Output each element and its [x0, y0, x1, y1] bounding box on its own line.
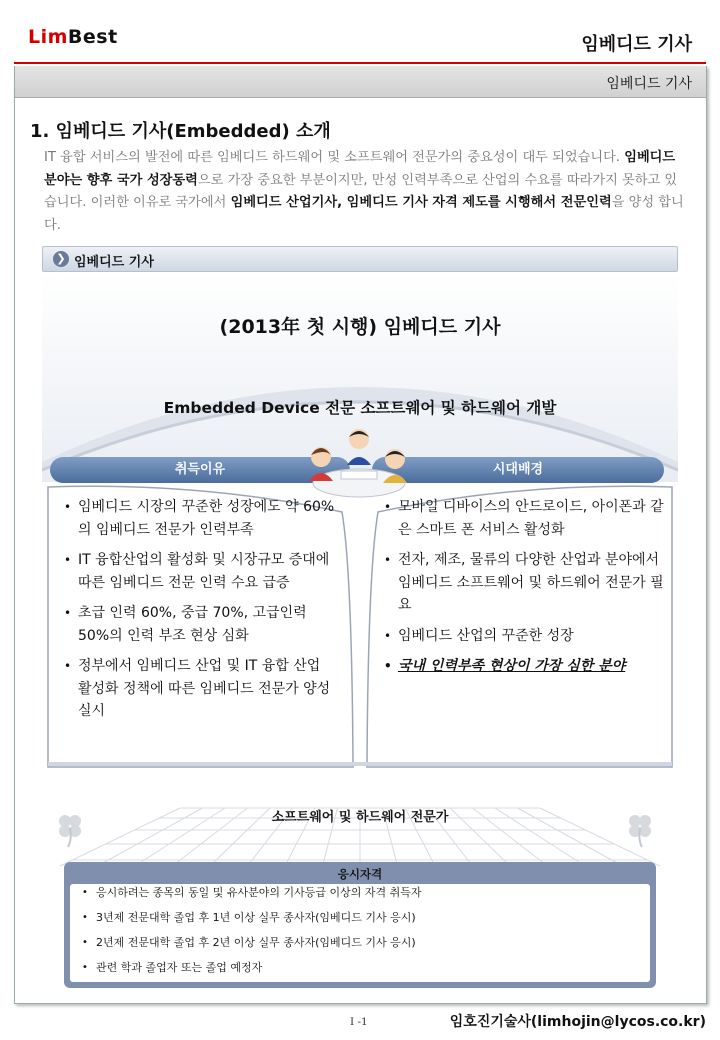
- list-item: • 3년제 전문대학 졸업 후 1년 이상 실무 종사자(임베디드 기사 응시): [82, 911, 650, 924]
- header-divider: [14, 62, 706, 64]
- pill-acquisition-reason: 취득이유: [50, 457, 350, 483]
- chevron-right-icon: ❯: [53, 251, 69, 267]
- qualification-title: 응시자격: [337, 867, 383, 881]
- logo: [28, 26, 118, 48]
- header-title: 임베디드 기사: [581, 34, 692, 55]
- subsection-label: 임베디드 기사: [74, 255, 154, 270]
- list-item: • 임베디드 시장의 꾸준한 성장에도 약 60%의 임베디드 전문가 인력부족: [62, 496, 338, 541]
- intro-text-1: IT 융합 서비스의 발전에 따른 임베디드 하드웨어 및 소프트웨어 전문가의 중요성이 대두 되었습니다.: [44, 150, 625, 165]
- intro-text-2: 으로 가장 중요한 부분이지만, 만성 인력부족으로 산업의 수요를 따라가지 못하고 있습니다. 이러한 이유로 국가에서: [44, 172, 678, 210]
- qualification-box: [64, 862, 656, 988]
- background-list: [382, 496, 666, 686]
- list-item: • 정부에서 임베디드 산업 및 IT 융합 산업 활성화 정책에 따른 임베디드 전문가 양성 실시: [62, 655, 338, 723]
- section-title: 1. 임베디드 기사(Embedded) 소개: [30, 121, 331, 142]
- intro-emphasis-2: 임베디드 산업기사, 임베디드 기사 자격 제도를 시행해서 전문인력: [230, 195, 612, 210]
- page-number: I -1: [350, 1016, 368, 1028]
- frame-bar: [15, 66, 706, 98]
- subsection-bar: [42, 246, 678, 272]
- list-item: • 초급 인력 60%, 중급 70%, 고급인력 50%의 인력 부조 현상 심화: [62, 602, 338, 647]
- list-item: • 응시하려는 종목의 동일 및 유사분야의 기사등급 이상의 자격 취득자: [82, 886, 650, 899]
- list-item: • 관련 학과 졸업자 또는 졸업 예정자: [82, 961, 650, 974]
- list-item: • 임베디드 산업의 꾸준한 성장: [382, 625, 666, 648]
- intro-emphasis-1: 임베디드 분야는 향후 국가 성장동력: [44, 150, 676, 188]
- diagram-subtitle: Embedded Device 전문 소프트웨어 및 하드웨어 개발: [163, 399, 557, 417]
- clover-icon: [626, 812, 654, 848]
- qualification-panel: [70, 884, 650, 982]
- qualification-list: [70, 884, 650, 974]
- list-item-emphasis: • 국내 인력부족 현상이 가장 심한 분야: [382, 655, 666, 678]
- logo-dark-text: Best: [67, 26, 118, 48]
- logo-red-text: Lim: [28, 26, 68, 48]
- frame-bar-label: 임베디드 기사: [606, 76, 692, 92]
- list-item: • IT 융합산업의 활성화 및 시장규모 증대에 따른 임베디드 전문 인력 수요 급증: [62, 549, 338, 594]
- list-item: • 전자, 제조, 물류의 다양한 산업과 분야에서 임베디드 소프트웨어 및 하드웨어 전문가 필요: [382, 549, 666, 617]
- list-item: • 2년제 전문대학 졸업 후 2년 이상 실무 종사자(임베디드 기사 응시): [82, 936, 650, 949]
- clover-icon: [56, 812, 84, 848]
- list-item: • 모바일 디바이스의 안드로이드, 아이폰과 같은 스마트 폰 서비스 활성화: [382, 496, 666, 541]
- intro-paragraph: [44, 147, 684, 237]
- pill-background: 시대배경: [372, 457, 664, 483]
- intro-text-3: 을 양성 합니다.: [44, 195, 684, 233]
- acquisition-reason-list: [62, 496, 338, 731]
- diagram-title: (2013年 첫 시행) 임베디드 기사: [219, 316, 501, 338]
- footer-author: 임호진기술사(limhojin@lycos.co.kr): [449, 1014, 706, 1030]
- expert-title: 소프트웨어 및 하드웨어 전문가: [271, 810, 449, 825]
- people-meeting-icon: [303, 425, 415, 505]
